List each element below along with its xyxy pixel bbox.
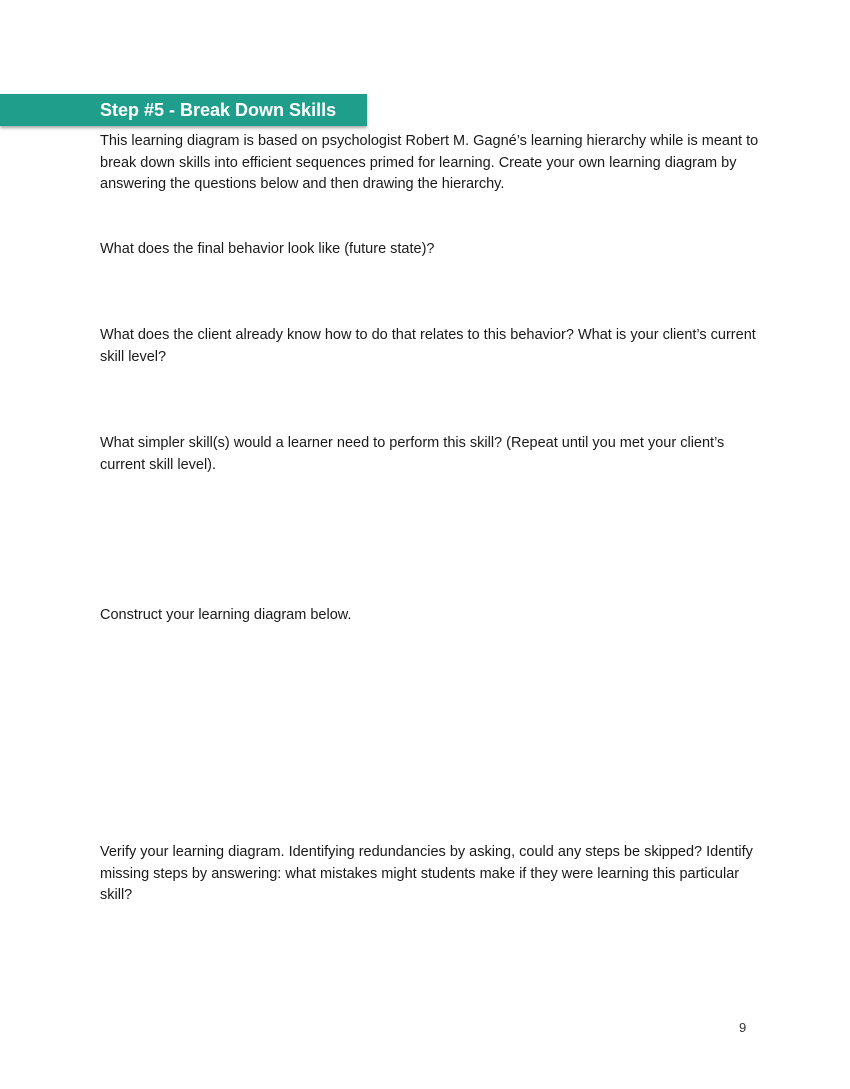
question-current-skill: What does the client already know how to do that relates to this behavior? What is your client’s current skill level? — [100, 327, 756, 365]
question-simpler-skills: What simpler skill(s) would a learner need to perform this skill? (Repeat until you met your client’s current skill level). — [100, 435, 725, 473]
question-construct-diagram: Construct your learning diagram below. — [100, 607, 352, 623]
question-final-behavior: What does the final behavior look like (future state)? — [100, 241, 435, 257]
page-number: 9 — [739, 1020, 747, 1035]
question-verify-diagram: Verify your learning diagram. Identifying redundancies by asking, could any steps be skipped? Identify missing steps by answering: what mistakes might students make if they were learning this particular skill? — [100, 844, 753, 904]
section-header-banner — [0, 94, 367, 126]
intro-paragraph: This learning diagram is based on psychologist Robert M. Gagné’s learning hierarchy while is meant to break down skills into efficient sequences primed for learning. Create your own learning diagram by answering the questions below and then drawing the hierarchy. — [100, 133, 759, 193]
section-title: Step #5 - Break Down Skills — [100, 100, 337, 120]
